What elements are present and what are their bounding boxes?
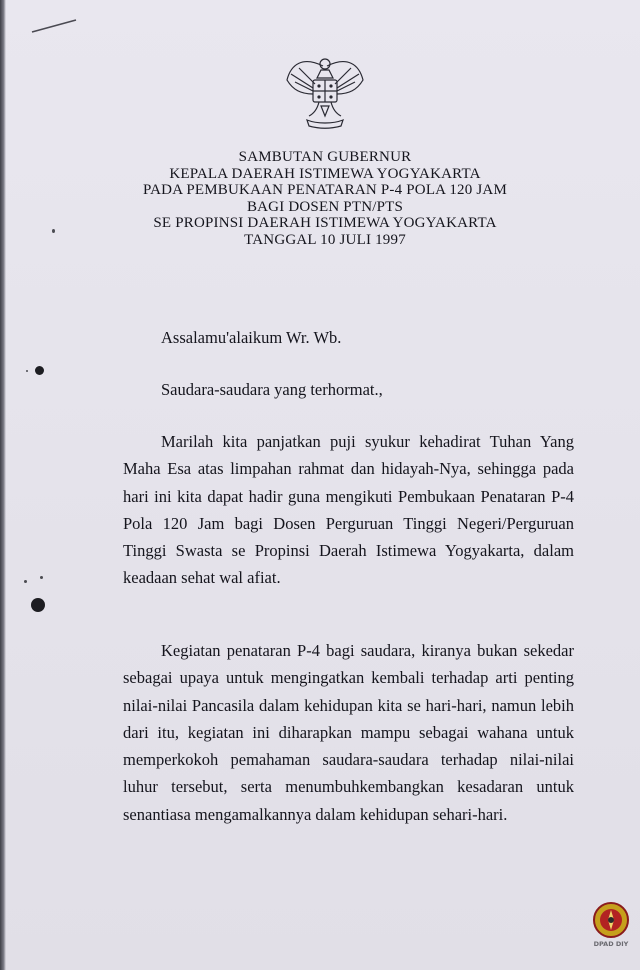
body-paragraph [123,637,574,828]
heading-line: KEPALA DAERAH ISTIMEWA YOGYAKARTA [169,165,481,182]
dust-speck [26,370,28,372]
paragraph-text: Kegiatan penataran P-4 bagi saudara, kiranya bukan sekedar sebagai upaya untuk mengingatkan kembali terhadap arti penting nilai-nilai Pancasila dalam kehidupan kita se hari-hari, namun lebih dari itu, kegiatan ini diharapkan mampu sebagai wahana untuk memperkokoh pemahaman saudara-saudara terhadap nilai-nilai luhur tersebut, serta menumbuhkembangkan kesadaran untuk senantiasa mengamalkannya dalam kehidupan sehari-hari. [123,641,574,824]
garuda-emblem-icon [283,50,367,132]
pen-stroke-mark [30,18,78,34]
scan-shadow-edge [0,0,6,970]
greeting: Assalamu'alaikum Wr. Wb. [161,328,342,347]
archive-logo-icon [591,900,631,940]
paragraph-text: Marilah kita panjatkan puji syukur kehadirat Tuhan Yang Maha Esa atas limpahan rahmat dan hidayah-Nya, sehingga pada hari ini kita dapat hadir guna mengikuti Pembukaan Penataran P-4 Pola 120 Jam bagi Dosen Perguruan Tinggi Negeri/Perguruan Tinggi Swasta se Propinsi Daerah Istimewa Yogyakarta, dalam keadaan sehat wal afiat. [123,432,574,588]
body-paragraph [123,428,574,592]
heading-line: SAMBUTAN GUBERNUR [238,149,412,165]
heading-line: PADA PEMBUKAAN PENATARAN P-4 POLA 120 JAM [142,182,507,198]
punch-hole-small [35,366,44,375]
archive-logo-text: DPAD DIY [593,940,629,948]
heading-line: BAGI DOSEN PTN/PTS [246,198,404,215]
dust-speck [24,580,27,583]
heading-line: TANGGAL 10 JULI 1997 [244,231,406,248]
dust-speck [52,229,55,233]
punch-hole [31,598,45,612]
heading-line: SE PROPINSI DAERAH ISTIMEWA YOGYAKARTA [153,215,497,231]
salutation: Saudara-saudara yang terhormat., [161,380,383,399]
document-heading [120,149,530,248]
dust-speck [40,576,43,579]
